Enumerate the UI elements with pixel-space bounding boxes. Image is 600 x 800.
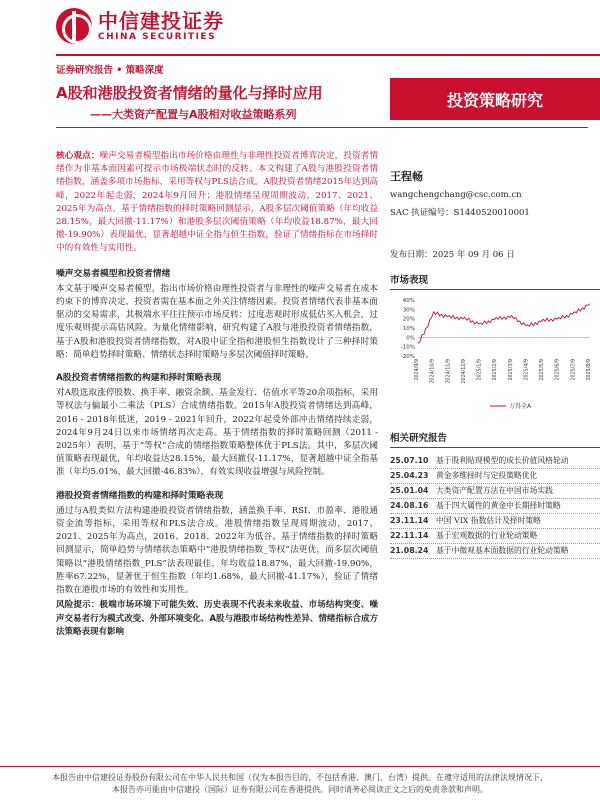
section-heading-3: 港股投资者情绪指数的构建和择时策略表现 <box>56 490 224 501</box>
related-section-title: 相关研究报告 <box>390 430 600 448</box>
y-tick-label: 20% <box>402 316 415 323</box>
related-report-date: 23.11.14 <box>390 516 429 525</box>
x-tick-label: 2025/1/9 <box>477 359 483 381</box>
legend-label: 万得全A <box>509 403 532 410</box>
related-report-item[interactable] <box>390 484 600 499</box>
logo-en: CHINA SECURITIES <box>98 32 217 42</box>
key-view-text: 噪声交易者模型指出市场价格由理性与非理性投资者博弈决定，投资者情绪作为非基本面因素可提示市场极端状态时的反转。本文构建了A股与港股投资者情绪指数，涵盖多项市场指标，采用等权与PLS法合成。A股投资者情绪2015年达到高峰，2022年起走弱，2024年9月回升；港股情绪呈现周期波动，2017、2021、2025年为高点。基于情绪指数的择时策略回测显示，A股多层次阈值策略（年均收益28.15%，最大回撤-11.17%）和港股多层次阈值策略（年均收益18.87%，最大回撤-19.90%）表现最优，显著超越中证全指与恒生指数，验证了情绪指标在市场择时中的有效性与实用性。 <box>56 151 378 254</box>
related-report-item[interactable] <box>390 529 600 544</box>
series-line <box>418 304 590 344</box>
x-tick-label: 2025/2/9 <box>493 359 499 381</box>
market-chart <box>390 294 600 414</box>
related-report-title: 黄金多维择时与定投策略优化 <box>436 471 538 480</box>
disclaimer-line-2: 本报告亦可能由中信建投（国际）证券有限公司在香港提供。同时请务必阅读正文之后的免责条款和声明。 <box>112 785 488 794</box>
x-tick-label: 2024/12/9 <box>461 359 467 384</box>
related-report-item[interactable] <box>390 514 600 529</box>
section-text-1: 本文基于噪声交易者模型，指出市场价格由理性投资者与非理性的噪声交易者在成本约束下的博弈决定，投资者需在基本面之外关注情绪因素。投资者情绪代表非基本面驱动的交易需求，其极端水平往往预示市场反转：过度悲观时形成低估买入机会，过度乐观则提示高估风险。为量化情绪影响，研究构建了A股与港股投资者情绪指数，基于A股和港股投资者情绪指数，对A股中证全指和港股恒生指数设计了三种择时策略：简单趋势择时策略、情绪状态择时策略与多层次阈值择时策略。 <box>56 283 378 360</box>
related-report-item[interactable] <box>390 469 600 484</box>
title-divider <box>56 127 588 128</box>
publish-date-label: 发布日期： <box>390 250 433 260</box>
logo-icon <box>56 8 92 44</box>
related-report-date: 21.08.24 <box>390 546 429 555</box>
related-report-date: 22.11.14 <box>390 531 429 540</box>
publish-date-value: 2025 年 09 月 06 日 <box>432 250 515 260</box>
section-heading-2: A股投资者情绪指数的构建和择时策略表现 <box>56 373 222 384</box>
logo-cn: 中信建投证券 <box>98 9 224 33</box>
y-tick-label: 10% <box>402 326 415 332</box>
related-report-date: 25.01.04 <box>390 486 429 495</box>
section-heading-1: 噪声交易者模型和投资者情绪 <box>56 268 171 279</box>
y-tick-label: -20% <box>400 354 415 360</box>
disclaimer-line-1: 本报告由中信建投证券股份有限公司在中华人民共和国（仅为本报告目的，不包括香港、澳门、台湾）提供。在遵守适用的法律法规情况下， <box>52 773 548 782</box>
related-report-title: 大类资产配置方法在中国市场实践 <box>436 486 553 495</box>
related-report-item[interactable] <box>390 544 600 559</box>
x-tick-label: 2025/6/9 <box>555 359 561 381</box>
key-view <box>56 150 378 256</box>
related-report-date: 25.04.23 <box>390 471 429 480</box>
related-report-date: 25.07.10 <box>390 456 429 465</box>
analyst-sac <box>390 206 600 218</box>
risk-text: 极端市场环境下可能失效、历史表现不代表未来收益、市场结构突变、噪声交易者行为模式改变、外部环境变化、A股与港股市场结构性差异、情绪指标合成方法策略表现有影响 <box>56 600 378 637</box>
related-report-title: 基于股利贴现模型的成长价值风格轮动 <box>436 456 569 465</box>
analyst-email[interactable]: wangchengchang@csc.com.cn <box>390 190 522 200</box>
key-view-label: 核心观点： <box>56 151 100 161</box>
side-column <box>390 150 600 559</box>
y-tick-label: 30% <box>402 307 415 314</box>
x-tick-label: 2024/11/9 <box>446 359 452 384</box>
section-text-3: 通过与A股类似方法构建港股投资者情绪指数，涵盖换手率、RSI、市盈率、港股通资金流等指标，采用等权和PLS法合成。港股情绪指数呈现周期波动，2017、2021、2025年为高点，2016、2018、2022年为低谷。基于情绪指数的择时策略回测显示，简单趋势与情绪状态策略中“港股情绪指数_等权”法更优，而多层次阈值策略以“港股情绪指数_PLS”法表现最佳，年均收益18.87%，最大回撤-19.90%，胜率67.22%，显著优于恒生指数（年均1.68%，最大回撤-41.17%），验证了情绪指数在港股市场的有效性和实用性。 <box>56 505 378 596</box>
sac-label: SAC 执证编号： <box>390 208 454 218</box>
disclaimer <box>0 766 600 796</box>
related-report-title: 基于宏观数据的行业轮动策略 <box>436 531 538 540</box>
y-tick-label: -10% <box>400 344 415 351</box>
related-report-item[interactable] <box>390 499 600 514</box>
related-report-title: 中国 VIX 指数估计及择时策略 <box>436 516 541 525</box>
x-tick-label: 2025/7/9 <box>571 359 577 381</box>
market-section-title: 市场表现 <box>390 272 600 290</box>
x-tick-label: 2025/8/9 <box>587 359 592 381</box>
publish-date <box>390 248 600 260</box>
related-report-title: 基于中微观基本面数据的行业轮动策略 <box>436 546 569 555</box>
brand-logo <box>56 8 224 44</box>
risk-label: 风险提示： <box>56 600 100 611</box>
category-banner: 投资策略研究 <box>390 78 600 120</box>
y-tick-label: 0% <box>406 335 415 342</box>
section-text-2: 对A股选取涨停股数、换手率、融资余额、基金发行、估值水平等20余项指标，采用等权法与偏最小二乘法（PLS）合成情绪指数。2015年A股投资者情绪达到高峰，2016 - 2018年低迷，2019 - 2021年回升，2022年起受外部冲击情绪持续走弱，2024年9月24日以来市场情绪再次走高。基于情绪指数的择时策略回测（2011 - 2025年）表明，基于“等权”合成的情绪指数策略整体优于PLS法。其中，多层次阈值策略表现最优，年均收益达28.15%，最大回撤仅-11.17%，显著超越中证全指基准（年均5.01%，最大回撤-46.83%），有效实现收益增强与风险控制。 <box>56 388 378 478</box>
related-report-item[interactable] <box>390 454 600 469</box>
related-report-date: 24.08.16 <box>390 501 429 510</box>
x-tick-label: 2024/9/9 <box>415 359 420 381</box>
report-title: A股和港股投资者情绪的量化与择时应用 <box>56 84 323 102</box>
x-tick-label: 2025/5/9 <box>540 359 546 381</box>
x-tick-label: 2025/3/9 <box>508 359 514 381</box>
main-column <box>56 150 378 639</box>
x-tick-label: 2024/10/9 <box>430 359 436 384</box>
sac-number: S1440520010001 <box>453 208 530 218</box>
report-subtitle: ——大类资产配置与A股相对收益策略系列 <box>90 108 297 121</box>
related-reports-list <box>390 454 600 559</box>
breadcrumb: 证券研究报告 • 策略深度 <box>56 65 164 76</box>
risk-warning <box>56 599 378 639</box>
related-report-title: 基于四大属性的黄金中长期择时策略 <box>436 501 561 510</box>
header-divider <box>56 54 600 56</box>
x-tick-label: 2025/4/9 <box>524 359 530 381</box>
analyst-name: 王程畅 <box>390 170 423 183</box>
y-tick-label: 40% <box>402 298 415 304</box>
